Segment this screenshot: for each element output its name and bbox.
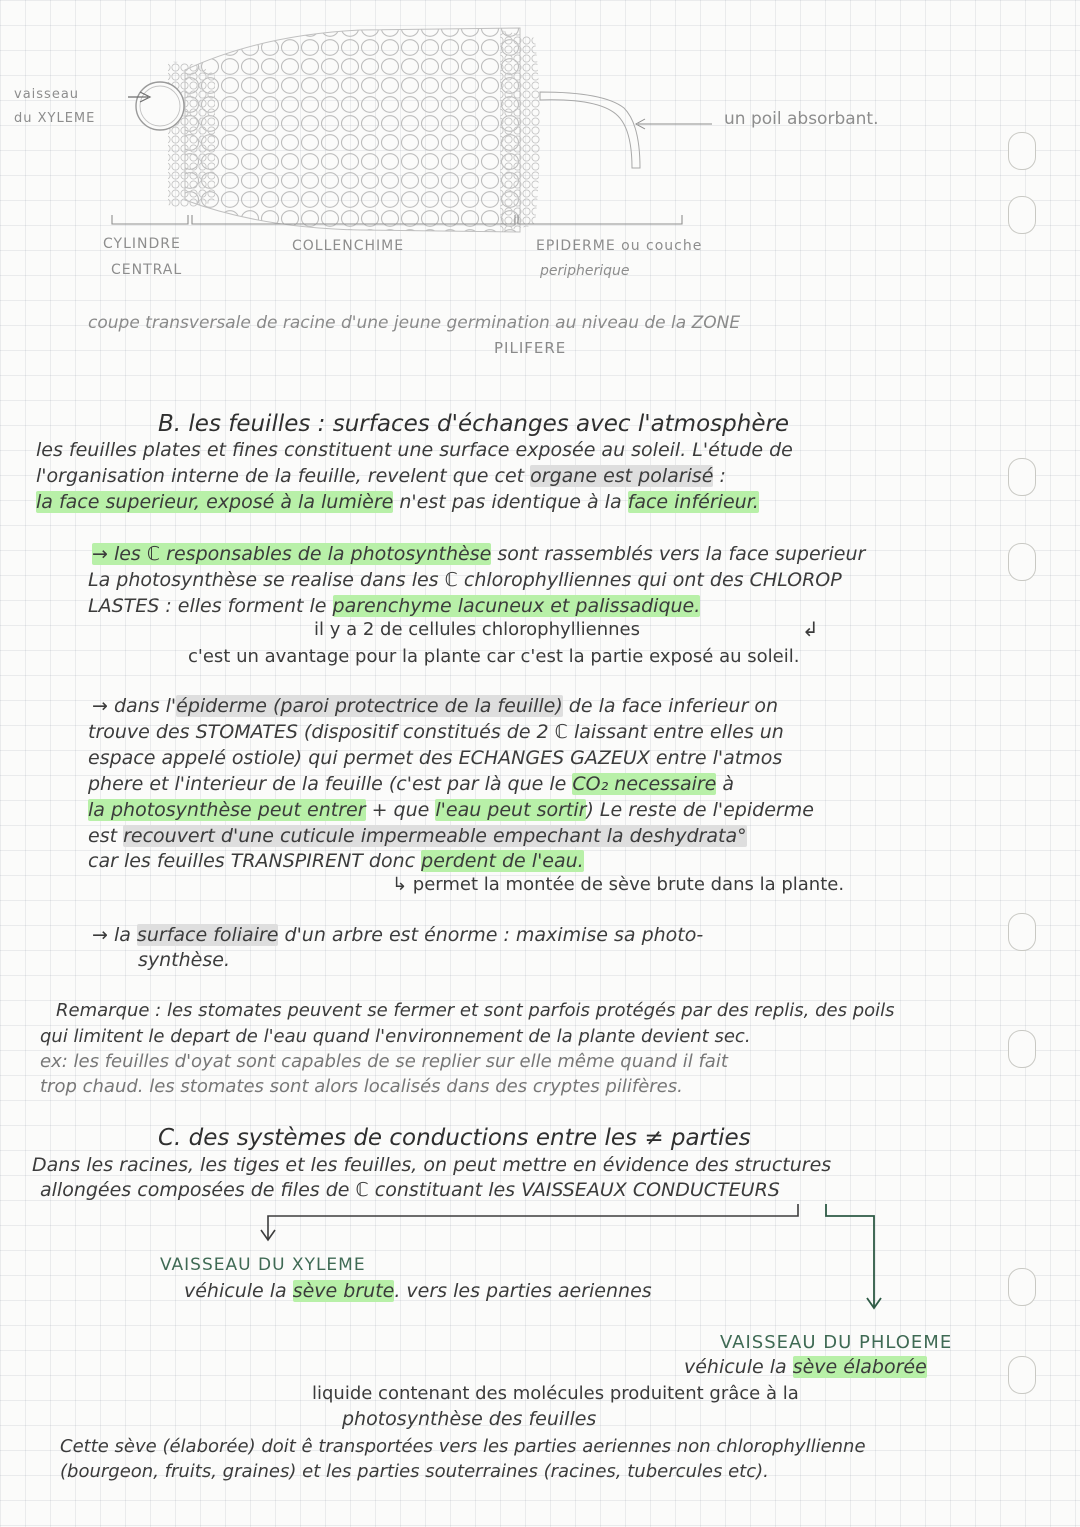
endoderm-cells	[168, 62, 215, 208]
text: de la face inferieur on	[562, 695, 779, 717]
label-cylinder-line2: CENTRAL	[111, 262, 183, 278]
final-line-1: Cette sève (élaborée) doit ê transportées vers les parties aeriennes non chlorophyllienne	[60, 1436, 866, 1457]
label-root-hair: un poil absorbant.	[724, 109, 879, 129]
b2-line-8: ↳ permet la montée de sève brute dans la plante.	[392, 874, 845, 895]
binder-hole	[1008, 913, 1036, 951]
highlight-green: face inférieur.	[627, 491, 759, 513]
xylem-title: VAISSEAU DU XYLEME	[160, 1255, 366, 1275]
text: car les feuilles TRANSPIRENT donc	[88, 850, 422, 872]
phloem-title: VAISSEAU DU PHLOEME	[720, 1332, 953, 1353]
highlight-green: sève brute	[292, 1280, 395, 1302]
b2-line-6	[88, 827, 747, 846]
text: ) Le reste de l'epiderme	[586, 799, 814, 821]
text: → la	[92, 924, 137, 946]
text: à	[716, 773, 735, 795]
text: LASTES : elles forment le	[88, 595, 333, 617]
text: n'est pas identique à la	[393, 491, 628, 513]
phloem-desc	[684, 1358, 927, 1377]
b1-line-5: c'est un avantage pour la plante car c'est la partie exposé au soleil.	[188, 646, 800, 667]
label-collenchyme: COLLENCHIME	[292, 238, 405, 254]
label-epiderm-line2: peripherique	[540, 263, 630, 279]
b2-line-4	[88, 775, 734, 794]
text: . vers les parties aeriennes	[394, 1280, 652, 1302]
remark-line-2: qui limitent le depart de l'eau quand l'environnement de la plante devient sec.	[40, 1026, 751, 1047]
section-c-heading: C. des systèmes de conductions entre les ≠ parties	[158, 1125, 751, 1151]
text: phere et l'interieur de la feuille (c'est par là que le	[88, 773, 573, 795]
binder-hole	[1008, 543, 1036, 581]
highlight-green: l'eau peut sortir	[435, 799, 587, 821]
xylem-vessel	[136, 82, 184, 130]
root-hair	[540, 92, 640, 168]
intro-line-2	[36, 467, 726, 486]
xylem-desc	[184, 1282, 652, 1301]
b2-line-2: trouve des STOMATES (dispositif constitués de 2 ℂ laissant entre elles un	[88, 721, 784, 743]
bracket-epiderm	[518, 215, 682, 224]
epiderm-cells	[500, 30, 540, 232]
final-line-2: (bourgeon, fruits, graines) et les parties souterraines (racines, tubercules etc).	[60, 1461, 769, 1482]
highlight-green: la photosynthèse peut entrer	[88, 799, 366, 821]
highlight-green: CO₂ necessaire	[572, 773, 717, 795]
text: → dans l'	[92, 695, 177, 717]
b1-line-2: La photosynthèse se realise dans les ℂ chlorophylliennes qui ont des CHLOROP	[88, 569, 842, 591]
b2-line-7	[88, 852, 584, 871]
text: + que	[365, 799, 436, 821]
bracket-cylinder	[112, 215, 188, 224]
binder-hole	[1008, 1030, 1036, 1068]
text: d'un arbre est énorme : maximise sa photo-	[278, 924, 704, 946]
highlight-green: parenchyme lacuneux et palissadique.	[332, 595, 701, 617]
remark-line-1: Remarque : les stomates peuvent se fermer et sont parfois protégés par des replis, des poils	[56, 1000, 895, 1021]
text: l'organisation interne de la feuille, revelent que cet	[36, 465, 531, 487]
label-epiderm-line1: EPIDERME ou couche	[536, 238, 703, 254]
diagram-caption-line2: PILIFERE	[494, 339, 567, 357]
b1-line-1	[92, 545, 865, 564]
b2-line-1	[92, 697, 778, 716]
phloem-detail-1: liquide contenant des molécules produitent grâce à la	[312, 1383, 799, 1404]
b3-line-2: synthèse.	[138, 949, 230, 971]
highlight-green: sève élaborée	[792, 1356, 927, 1378]
diagram-caption-line1: coupe transversale de racine d'une jeune germination au niveau de la ZONE	[88, 313, 741, 333]
phloem-detail-2: photosynthèse des feuilles	[342, 1408, 597, 1430]
section-b-heading: B. les feuilles : surfaces d'échanges avec l'atmosphère	[158, 411, 790, 437]
highlight-green: la face superieur, exposé à la lumière	[36, 491, 394, 513]
binder-hole	[1008, 458, 1036, 496]
root-section-drawing	[0, 0, 1080, 300]
text: sont rassemblés vers la face superieur	[491, 543, 866, 565]
highlight-grey: recouvert d'une cuticule impermeable empechant la deshydrata°	[123, 825, 747, 847]
b1-line-3	[88, 597, 700, 616]
highlight-grey: organe est polarisé	[530, 465, 714, 487]
b3-line-1	[92, 926, 703, 945]
b2-line-3: espace appelé ostiole) qui permet des ECHANGES GAZEUX entre l'atmos	[88, 747, 783, 769]
intro-line-3	[36, 493, 759, 512]
highlight-green: perdent de l'eau.	[421, 850, 584, 872]
text: véhicule la	[684, 1356, 793, 1378]
remark-line-3: ex: les feuilles d'oyat sont capables de se replier sur elle même quand il fait	[40, 1051, 728, 1072]
intro-line-1: les feuilles plates et fines constituent une surface exposée au soleil. L'étude de	[36, 439, 793, 461]
highlight-grey: épiderme (paroi protectrice de la feuille)	[176, 695, 563, 717]
binder-hole	[1008, 1356, 1036, 1394]
label-vessel-line2: du XYLEME	[14, 111, 96, 126]
b1-line-4: il y a 2 de cellules chlorophylliennes	[314, 619, 640, 640]
text: :	[713, 465, 726, 487]
collenchyme-cells	[185, 28, 520, 232]
text: est	[88, 825, 124, 847]
c-line-2: allongées composées de files de ℂ constituant les VAISSEAUX CONDUCTEURS	[40, 1179, 780, 1201]
highlight-grey: surface foliaire	[136, 924, 279, 946]
label-vessel-line1: vaisseau	[14, 87, 80, 102]
b2-line-5	[88, 801, 814, 820]
b1-arrow-icon: ↲	[802, 617, 819, 641]
highlight-green: → les ℂ responsables de la photosynthèse	[92, 543, 492, 565]
remark-line-4: trop chaud. les stomates sont alors localisés dans des cryptes pilifères.	[40, 1076, 683, 1097]
c-line-1: Dans les racines, les tiges et les feuilles, on peut mettre en évidence des structures	[32, 1154, 832, 1176]
label-cylinder-line1: CYLINDRE	[103, 236, 181, 252]
text: véhicule la	[184, 1280, 293, 1302]
